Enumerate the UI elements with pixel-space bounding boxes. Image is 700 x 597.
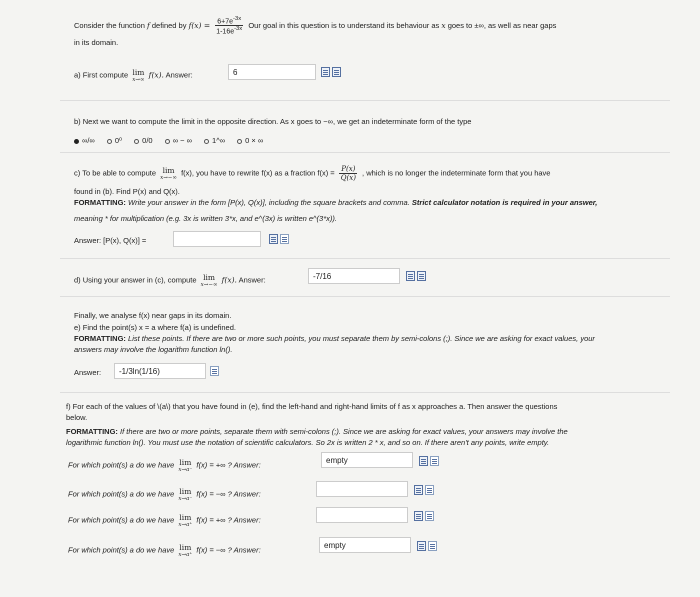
part-f-question-2: below.	[66, 413, 88, 422]
preview-icon[interactable]	[210, 366, 219, 376]
part-b-options	[74, 136, 263, 145]
divider	[60, 392, 670, 393]
option-zero-over-zero[interactable]: 0/0	[134, 136, 152, 145]
part-f-q3-input[interactable]	[316, 507, 408, 523]
part-a-answer-input[interactable]: 6	[228, 64, 316, 80]
part-f-q2: For which point(s) a do we have lim x→a⁻ f(x) = −∞ ? Answer:	[68, 487, 261, 502]
intro-text-2: in its domain.	[74, 38, 119, 47]
equation-editor-icon[interactable]	[414, 485, 423, 495]
equation-editor-icon[interactable]	[419, 456, 428, 466]
equation-editor-icon[interactable]	[321, 67, 330, 77]
preview-icon[interactable]	[280, 234, 289, 244]
divider	[60, 296, 670, 297]
part-c-question-2: found in (b). Find P(x) and Q(x).	[74, 187, 180, 196]
part-f-q4-input[interactable]: empty	[319, 537, 411, 553]
preview-icon[interactable]	[417, 271, 426, 281]
part-e-answer-input[interactable]: -1/3ln(1/16)	[114, 363, 206, 379]
part-d-answer-input[interactable]: -7/16	[308, 268, 400, 284]
part-c-formatting-2: meaning * for multiplication (e.g. 3x is written 3*x, and e^(3x) is written e^(3*x)).	[74, 214, 337, 223]
part-d-question: d) Using your answer in (c), compute lim x→−∞ f(x). Answer:	[74, 273, 266, 288]
divider	[60, 258, 670, 259]
option-zero-power-zero[interactable]: 0⁰	[107, 136, 122, 145]
part-f-q4: For which point(s) a do we have lim x→a⁺ f(x) = −∞ ? Answer:	[68, 543, 261, 558]
part-f-q1: For which point(s) a do we have lim x→a⁻ f(x) = +∞ ? Answer:	[68, 458, 261, 473]
part-c-answer-label: Answer: [P(x), Q(x)] =	[74, 236, 147, 245]
preview-icon[interactable]	[428, 541, 437, 551]
equation-editor-icon[interactable]	[414, 511, 423, 521]
option-one-power-inf[interactable]: 1^∞	[204, 136, 225, 145]
part-c-formatting: FORMATTING: Write your answer in the form [P(x), Q(x)], including the square brackets and comma. Strict calculator notation is required in your answer,	[74, 198, 598, 207]
part-f-formatting-2: logarithmic function ln(). You must use the notation of scientific calculators. So 2x is written 2 * x, and so on. If there aren't any points, write empty.	[66, 438, 550, 447]
option-inf-over-inf[interactable]: ∞/∞	[74, 136, 95, 145]
preview-icon[interactable]	[332, 67, 341, 77]
option-zero-times-inf[interactable]: 0 × ∞	[237, 136, 263, 145]
part-c-answer-input[interactable]	[173, 231, 261, 247]
part-e-question: e) Find the point(s) x = a where f(a) is undefined.	[74, 323, 236, 332]
part-e-formatting: FORMATTING: List these points. If there are two or more such points, you must separate them by semi-colons (;). Since we are asking for exact values, your	[74, 334, 595, 343]
preview-icon[interactable]	[425, 485, 434, 495]
part-b-question: b) Next we want to compute the limit in the opposite direction. As x goes to −∞, we get an indeterminate form of the type	[74, 117, 472, 126]
preview-icon[interactable]	[430, 456, 439, 466]
preview-icon[interactable]	[425, 511, 434, 521]
part-f-q2-input[interactable]	[316, 481, 408, 497]
part-e-answer-label: Answer:	[74, 368, 102, 377]
intro-fraction: $\frac{6+7e^{-3x}}{1-16e^{-3x}}$	[216, 16, 243, 36]
divider	[60, 152, 670, 153]
part-f-q3: For which point(s) a do we have lim x→a⁺ f(x) = +∞ ? Answer:	[68, 513, 261, 528]
part-c-question: c) To be able to compute lim x→−∞ f(x), you have to rewrite f(x) as a fraction f(x) = $\frac{P(x)}{Q(x)}$ , which is no longer the indeterminate form that you have	[74, 165, 551, 182]
equation-editor-icon[interactable]	[417, 541, 426, 551]
equation-editor-icon[interactable]	[269, 234, 278, 244]
option-inf-minus-inf[interactable]: ∞ − ∞	[165, 136, 192, 145]
divider	[60, 100, 670, 101]
equation-editor-icon[interactable]	[406, 271, 415, 281]
part-a-question: a) First compute lim x→∞ f(x). Answer:	[74, 68, 193, 83]
part-f-formatting: FORMATTING: If there are two or more points, separate them with semi-colons (;). Since we are asking for exact values, your answers may involve the	[66, 427, 568, 436]
part-e-formatting-2: answers may involve the logarithm function ln().	[74, 345, 233, 354]
part-e-intro: Finally, we analyse f(x) near gaps in its domain.	[74, 311, 232, 320]
part-f-q1-input[interactable]: empty	[321, 452, 413, 468]
part-f-question: f) For each of the values of \(a\) that you have found in (e), find the left-hand and right-hand limits of f as x approaches a. Then answer the questions	[66, 402, 558, 411]
intro-text: Consider the function f defined by f(x) = $\frac{6+7e^{-3x}}{1-16e^{-3x}}$ Our goal in this question is to understand its behaviour as x goes to ±∞, as well as near gaps	[74, 16, 557, 36]
